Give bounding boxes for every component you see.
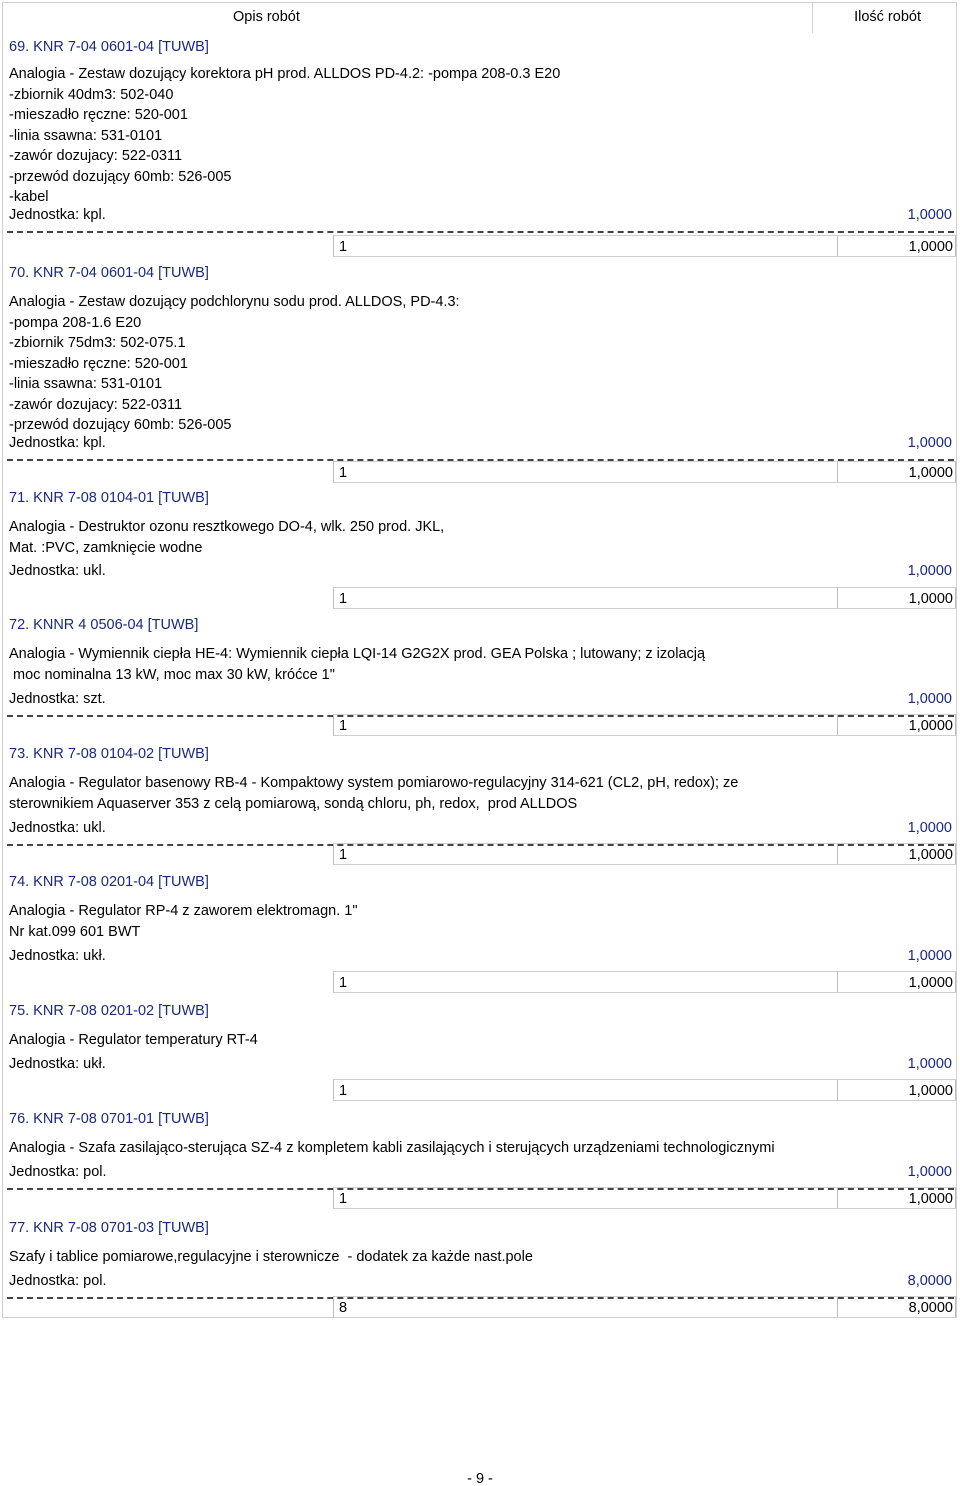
- calculation-result: 1,0000: [908, 1191, 953, 1207]
- item-title: 69. KNR 7-04 0601-04 [TUWB]: [9, 39, 209, 55]
- item-description: Analogia - Destruktor ozonu resztkowego DO-4, wlk. 250 prod. JKL, Mat. :PVC, zamknięcie wodne: [9, 519, 445, 556]
- item-description: Analogia - Szafa zasilająco-sterująca SZ-4 z kompletem kabli zasilających i sterujących urządzeniami technologicznymi: [9, 1140, 775, 1156]
- dashed-separator: [7, 231, 954, 233]
- calculation-result: 1,0000: [908, 718, 953, 734]
- calculation-formula: 1: [339, 1191, 348, 1207]
- item-unit: Jednostka: szt.: [9, 691, 106, 707]
- calculation-result: 1,0000: [908, 1083, 953, 1099]
- column-divider: [812, 3, 813, 33]
- calculation-result: 8,0000: [908, 1300, 953, 1316]
- calculation-row: [333, 714, 956, 736]
- item-title: 75. KNR 7-08 0201-02 [TUWB]: [9, 1003, 209, 1019]
- item-unit: Jednostka: kpl.: [9, 207, 106, 223]
- item-unit-value: 1,0000: [907, 691, 952, 707]
- item-unit-value: 1,0000: [907, 207, 952, 223]
- calculation-result: 1,0000: [908, 591, 953, 607]
- calculation-row: [333, 1187, 956, 1209]
- calculation-row: [333, 235, 956, 257]
- calculation-row: [333, 461, 956, 483]
- column-divider: [837, 588, 838, 608]
- item-unit-value: 1,0000: [907, 563, 952, 579]
- calculation-formula: 1: [339, 1083, 348, 1099]
- column-divider: [837, 972, 838, 992]
- item-title: 72. KNNR 4 0506-04 [TUWB]: [9, 617, 199, 633]
- item-unit: Jednostka: pol.: [9, 1164, 107, 1180]
- calculation-formula: 1: [339, 975, 348, 991]
- item-unit-value: 1,0000: [907, 820, 952, 836]
- column-header-quantity: Ilość robót: [854, 9, 921, 25]
- calculation-formula: 1: [339, 718, 348, 734]
- item-unit-value: 1,0000: [907, 1056, 952, 1072]
- item-unit: Jednostka: ukl.: [9, 563, 106, 579]
- column-divider: [837, 462, 838, 482]
- item-title: 76. KNR 7-08 0701-01 [TUWB]: [9, 1111, 209, 1127]
- item-description: Analogia - Regulator temperatury RT-4: [9, 1032, 258, 1048]
- column-divider: [837, 1080, 838, 1100]
- column-divider: [837, 1297, 838, 1317]
- item-title: 73. KNR 7-08 0104-02 [TUWB]: [9, 746, 209, 762]
- calculation-formula: 1: [339, 591, 348, 607]
- calculation-row: [333, 843, 956, 865]
- column-divider: [837, 236, 838, 256]
- item-unit: Jednostka: pol.: [9, 1273, 107, 1289]
- table-header: [3, 3, 956, 33]
- item-unit: Jednostka: ukł.: [9, 1056, 106, 1072]
- calculation-formula: 1: [339, 239, 348, 255]
- calculation-row: [333, 587, 956, 609]
- item-unit-value: 1,0000: [907, 1164, 952, 1180]
- calculation-formula: 1: [339, 847, 348, 863]
- item-description: Analogia - Zestaw dozujący korektora pH prod. ALLDOS PD-4.2: -pompa 208-0.3 E20 -zbiornik 40dm3: 502-040 -mieszadło ręczne: 520-001 -linia ssawna: 531-0101 -zawór dozujacy: 522-0311 -przewód dozujący 60mb: 526-005 -kabel: [9, 66, 561, 205]
- calculation-result: 1,0000: [908, 975, 953, 991]
- document-page: [2, 2, 957, 1318]
- calculation-result: 1,0000: [908, 847, 953, 863]
- item-description: Analogia - Wymiennik ciepła HE-4: Wymiennik ciepła LQI-14 G2G2X prod. GEA Polska ; lutowany; z izolacją moc nominalna 13 kW, moc max 30 kW, króćce 1": [9, 646, 706, 683]
- item-title: 77. KNR 7-08 0701-03 [TUWB]: [9, 1220, 209, 1236]
- column-divider: [837, 715, 838, 735]
- page-number: - 9 -: [467, 1471, 493, 1486]
- item-description: Analogia - Zestaw dozujący podchlorynu sodu prod. ALLDOS, PD-4.3: -pompa 208-1.6 E20 -zbiornik 75dm3: 502-075.1 -mieszadło ręczne: 520-001 -linia ssawna: 531-0101 -zawór dozujacy: 522-0311 -przewód dozujący 60mb: 526-005: [9, 294, 460, 433]
- item-unit-value: 8,0000: [907, 1273, 952, 1289]
- calculation-row: [333, 1079, 956, 1101]
- item-unit-value: 1,0000: [907, 435, 952, 451]
- column-header-description: Opis robót: [233, 9, 300, 25]
- item-unit: Jednostka: ukl.: [9, 820, 106, 836]
- calculation-formula: 1: [339, 465, 348, 481]
- calculation-result: 1,0000: [908, 465, 953, 481]
- calculation-result: 1,0000: [908, 239, 953, 255]
- item-unit: Jednostka: ukł.: [9, 948, 106, 964]
- column-divider: [837, 844, 838, 864]
- item-unit: Jednostka: kpl.: [9, 435, 106, 451]
- item-description: Szafy i tablice pomiarowe,regulacyjne i sterownicze - dodatek za każde nast.pole: [9, 1249, 533, 1265]
- item-title: 74. KNR 7-08 0201-04 [TUWB]: [9, 874, 209, 890]
- calculation-row: [333, 971, 956, 993]
- item-title: 70. KNR 7-04 0601-04 [TUWB]: [9, 265, 209, 281]
- item-unit-value: 1,0000: [907, 948, 952, 964]
- calculation-row: [333, 1296, 956, 1318]
- item-description: Analogia - Regulator basenowy RB-4 - Kompaktowy system pomiarowo-regulacyjny 314-621 (CL2, pH, redox); ze sterownikiem Aquaserver 353 z celą pomiarową, sondą chloru, ph, redox, prod ALLDOS: [9, 775, 739, 812]
- calculation-formula: 8: [339, 1300, 348, 1316]
- column-divider: [837, 1188, 838, 1208]
- item-title: 71. KNR 7-08 0104-01 [TUWB]: [9, 490, 209, 506]
- item-description: Analogia - Regulator RP-4 z zaworem elektromagn. 1" Nr kat.099 601 BWT: [9, 903, 358, 940]
